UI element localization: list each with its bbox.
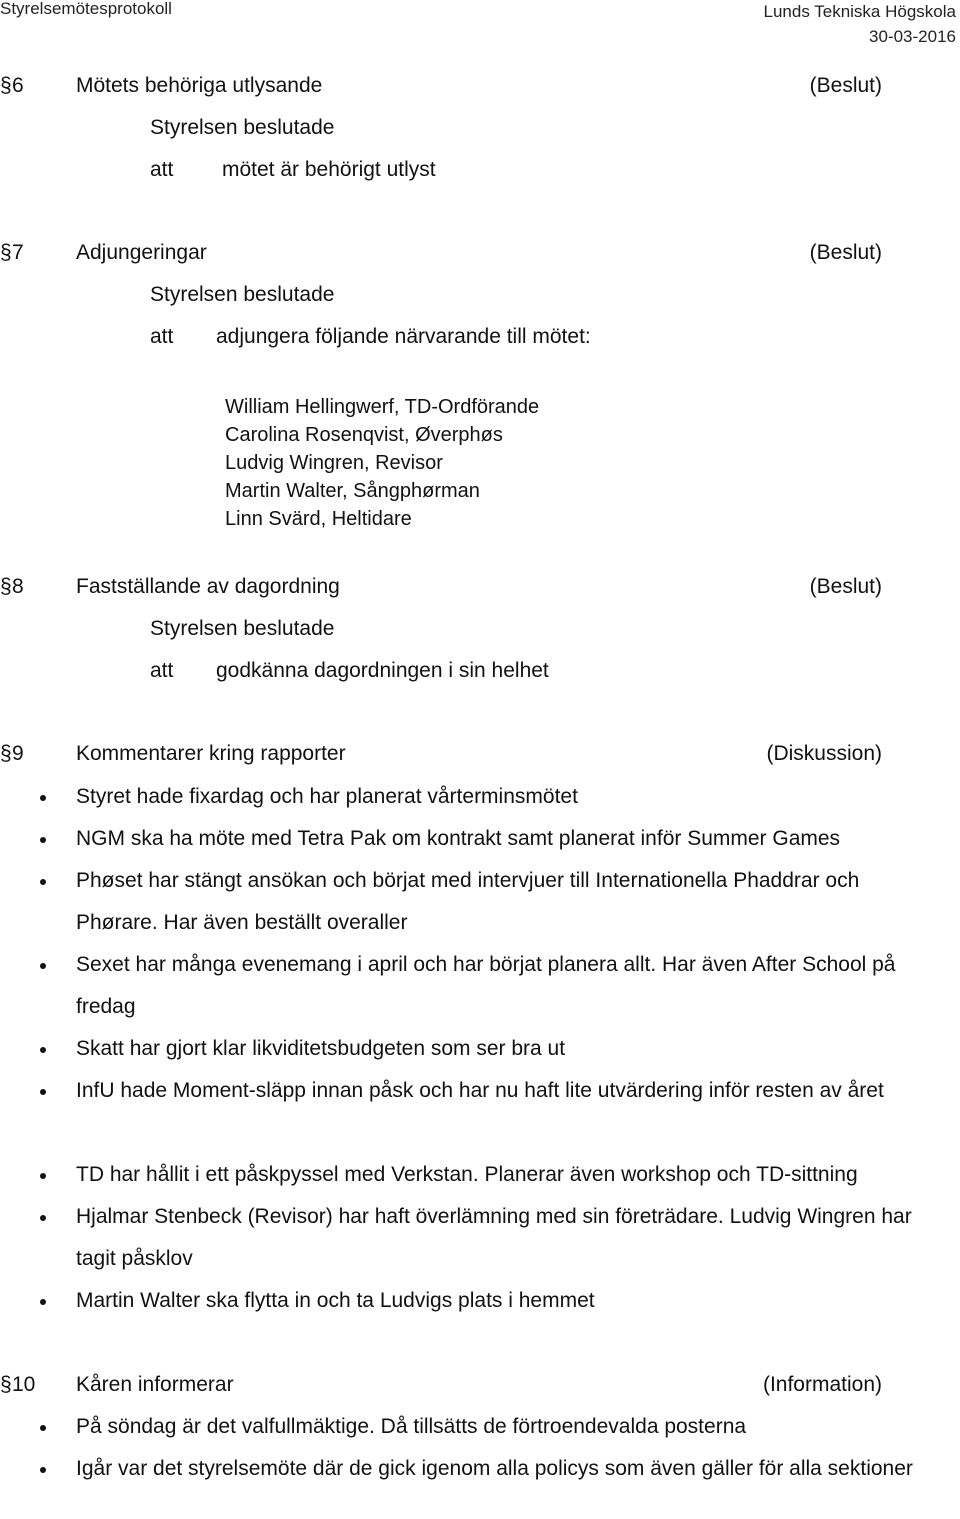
att-text: mötet är behörigt utlyst xyxy=(222,158,436,181)
section-number: 6 xyxy=(12,74,24,97)
section-symbol: § xyxy=(0,742,12,765)
decision-line: Styrelsen beslutade xyxy=(150,116,335,139)
list-item: Sexet har många evenemang i april och har börjat planera allt. Har även After School på fredag xyxy=(76,953,896,1018)
section-symbol: § xyxy=(0,74,12,97)
section-tag: (Beslut) xyxy=(809,241,882,264)
list-item: Phøset har stängt ansökan och börjat med intervjuer till Internationella Phaddrar och Phørare. Har även beställt overaller xyxy=(76,869,860,934)
bullet-icon xyxy=(40,879,46,885)
section-tag: (Information) xyxy=(762,1373,882,1396)
section-symbol: § xyxy=(0,241,12,264)
section-number: 8 xyxy=(12,575,24,598)
section-tag: (Beslut) xyxy=(809,575,882,598)
bullet-icon xyxy=(40,837,46,843)
institution-name: Lunds Tekniska Högskola xyxy=(763,2,956,21)
list-item: Igår var det styrelsemöte där de gick igenom alla policys som även gäller för alla sektioner xyxy=(76,1457,913,1480)
section-title: Mötets behöriga utlysande xyxy=(76,74,323,97)
meeting-date: 30-03-2016 xyxy=(869,27,956,46)
section-title: Kåren informerar xyxy=(76,1373,234,1396)
bullet-icon xyxy=(40,795,46,801)
list-item: NGM ska ha möte med Tetra Pak om kontrakt samt planerat inför Summer Games xyxy=(76,827,841,850)
attendee-item: Ludvig Wingren, Revisor xyxy=(225,452,443,474)
section-number: 10 xyxy=(12,1373,36,1396)
bullet-icon xyxy=(40,963,46,969)
section-symbol: § xyxy=(0,575,12,598)
list-item: Hjalmar Stenbeck (Revisor) har haft överlämning med sin företrädare. Ludvig Wingren har tagit påsklov xyxy=(76,1205,912,1270)
bullet-icon xyxy=(40,1467,46,1473)
att-text: adjungera följande närvarande till mötet: xyxy=(216,325,591,348)
section-tag: (Beslut) xyxy=(809,74,882,97)
section-tag: (Diskussion) xyxy=(766,742,882,765)
list-item: På söndag är det valfullmäktige. Då tillsätts de förtroendevalda posterna xyxy=(76,1415,747,1438)
bullet-icon xyxy=(40,1173,46,1179)
attendee-item: Linn Svärd, Heltidare xyxy=(225,508,412,530)
section-title: Adjungeringar xyxy=(76,241,207,264)
section-number: 9 xyxy=(12,742,24,765)
bullet-icon xyxy=(40,1215,46,1221)
section-title: Fastställande av dagordning xyxy=(76,575,340,598)
list-item: TD har hållit i ett påskpyssel med Verkstan. Planerar även workshop och TD-sittning xyxy=(76,1163,858,1186)
bullet-icon xyxy=(40,1299,46,1305)
section-number: 7 xyxy=(12,241,24,264)
att-label: att xyxy=(150,158,174,181)
list-item: Martin Walter ska flytta in och ta Ludvigs plats i hemmet xyxy=(76,1289,595,1312)
list-item: InfU hade Moment-släpp innan påsk och har nu haft lite utvärdering inför resten av året xyxy=(76,1079,884,1102)
att-text: godkänna dagordningen i sin helhet xyxy=(216,659,549,682)
decision-line: Styrelsen beslutade xyxy=(150,283,335,306)
bullet-icon xyxy=(40,1089,46,1095)
attendee-item: William Hellingwerf, TD-Ordförande xyxy=(225,396,540,418)
att-label: att xyxy=(150,325,174,348)
document-type: Styrelsemötesprotokoll xyxy=(0,0,172,18)
list-item: Skatt har gjort klar likviditetsbudgeten som ser bra ut xyxy=(76,1037,566,1060)
section-title: Kommentarer kring rapporter xyxy=(76,742,346,765)
page-header xyxy=(0,0,960,50)
attendee-item: Carolina Rosenqvist, Øverphøs xyxy=(225,424,503,446)
decision-line: Styrelsen beslutade xyxy=(150,617,335,640)
att-label: att xyxy=(150,659,174,682)
list-item: Styret hade fixardag och har planerat vårterminsmötet xyxy=(76,785,578,808)
section-symbol: § xyxy=(0,1373,12,1396)
attendee-item: Martin Walter, Sångphørman xyxy=(225,480,480,502)
header-right xyxy=(764,0,956,49)
bullet-icon xyxy=(40,1425,46,1431)
bullet-icon xyxy=(40,1047,46,1053)
